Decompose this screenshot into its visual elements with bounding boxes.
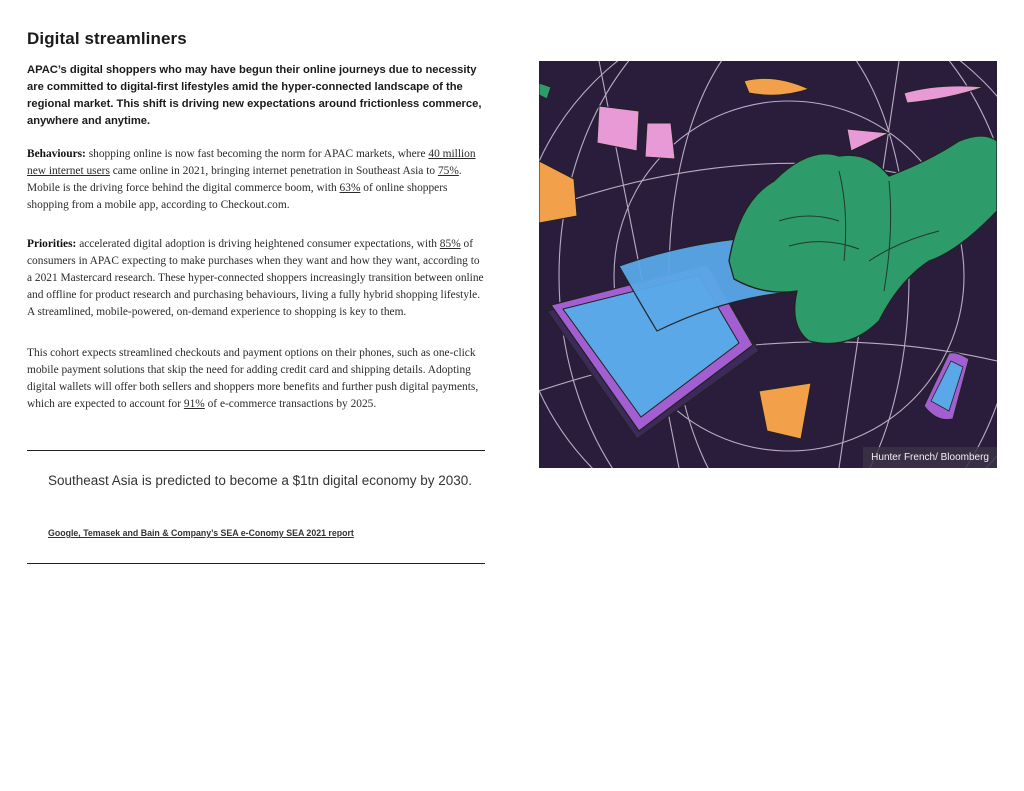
behaviours-text: shopping online is now fast becoming the norm for APAC markets, where [85, 148, 429, 160]
image-credit: Hunter French/ Bloomberg [863, 447, 997, 468]
priorities-text: accelerated digital adoption is driving heightened consumer expectations, with [76, 238, 440, 250]
lede-paragraph: APAC’s digital shoppers who may have begun their online journeys due to necessity are committed to digital-first lifestyles amid the hyper-connected landscape of the regional market. This shift is driving new expectations around frictionless commerce, anywhere and anytime. [27, 64, 482, 127]
consumer-expectation-link[interactable]: 85% [439, 238, 461, 250]
callout-stat: Southeast Asia is predicted to become a $1tn digital economy by 2030. [48, 473, 473, 488]
article-heading: Digital streamliners [27, 29, 187, 48]
behaviours-paragraph [27, 146, 487, 214]
priorities-label: Priorities: [27, 238, 77, 250]
cohort-paragraph [27, 345, 487, 413]
illustration-artwork [539, 61, 997, 468]
callout-source-link[interactable]: Google, Temasek and Bain & Company’s SEA e-Conomy SEA 2021 report [48, 528, 354, 538]
internet-users-link[interactable]: 40 million new internet users [27, 148, 476, 177]
penetration-link[interactable]: 75% [437, 165, 459, 177]
ecommerce-share-link[interactable]: 91% [183, 398, 205, 410]
hero-illustration [539, 61, 997, 468]
behaviours-text: . Mobile is the driving force behind the digital commerce boom, with [27, 165, 462, 194]
behaviours-label: Behaviours: [27, 148, 86, 160]
cohort-text: This cohort expects streamlined checkouts and payment options on their phones, such as one-click mobile payment solutions that skip the need for adding credit card and shipping details. Adopting digital wallets will offer both sellers and shoppers more benefits and further push digital payments, which are expected to account for [27, 347, 479, 410]
mobile-app-share-link[interactable]: 63% [339, 182, 361, 194]
callout-divider-top [27, 450, 485, 451]
priorities-text: of consumers in APAC expecting to make purchases when they want and how they want, according to a 2021 Mastercard research. These hyper-connected shoppers increasingly transition between online and offline for product research and purchasing behaviours, living a fully hybrid shopping lifestyle. A streamlined, mobile-powered, on-demand experience to shopping is key to them. [27, 238, 484, 318]
cohort-text: of e-commerce transactions by 2025. [204, 398, 377, 410]
callout-divider-bottom [27, 563, 485, 564]
behaviours-text: of online shoppers shopping from a mobile app, according to Checkout.com. [27, 182, 448, 211]
priorities-paragraph [27, 236, 487, 321]
behaviours-text: came online in 2021, bringing internet penetration in Southeast Asia to [109, 165, 438, 177]
